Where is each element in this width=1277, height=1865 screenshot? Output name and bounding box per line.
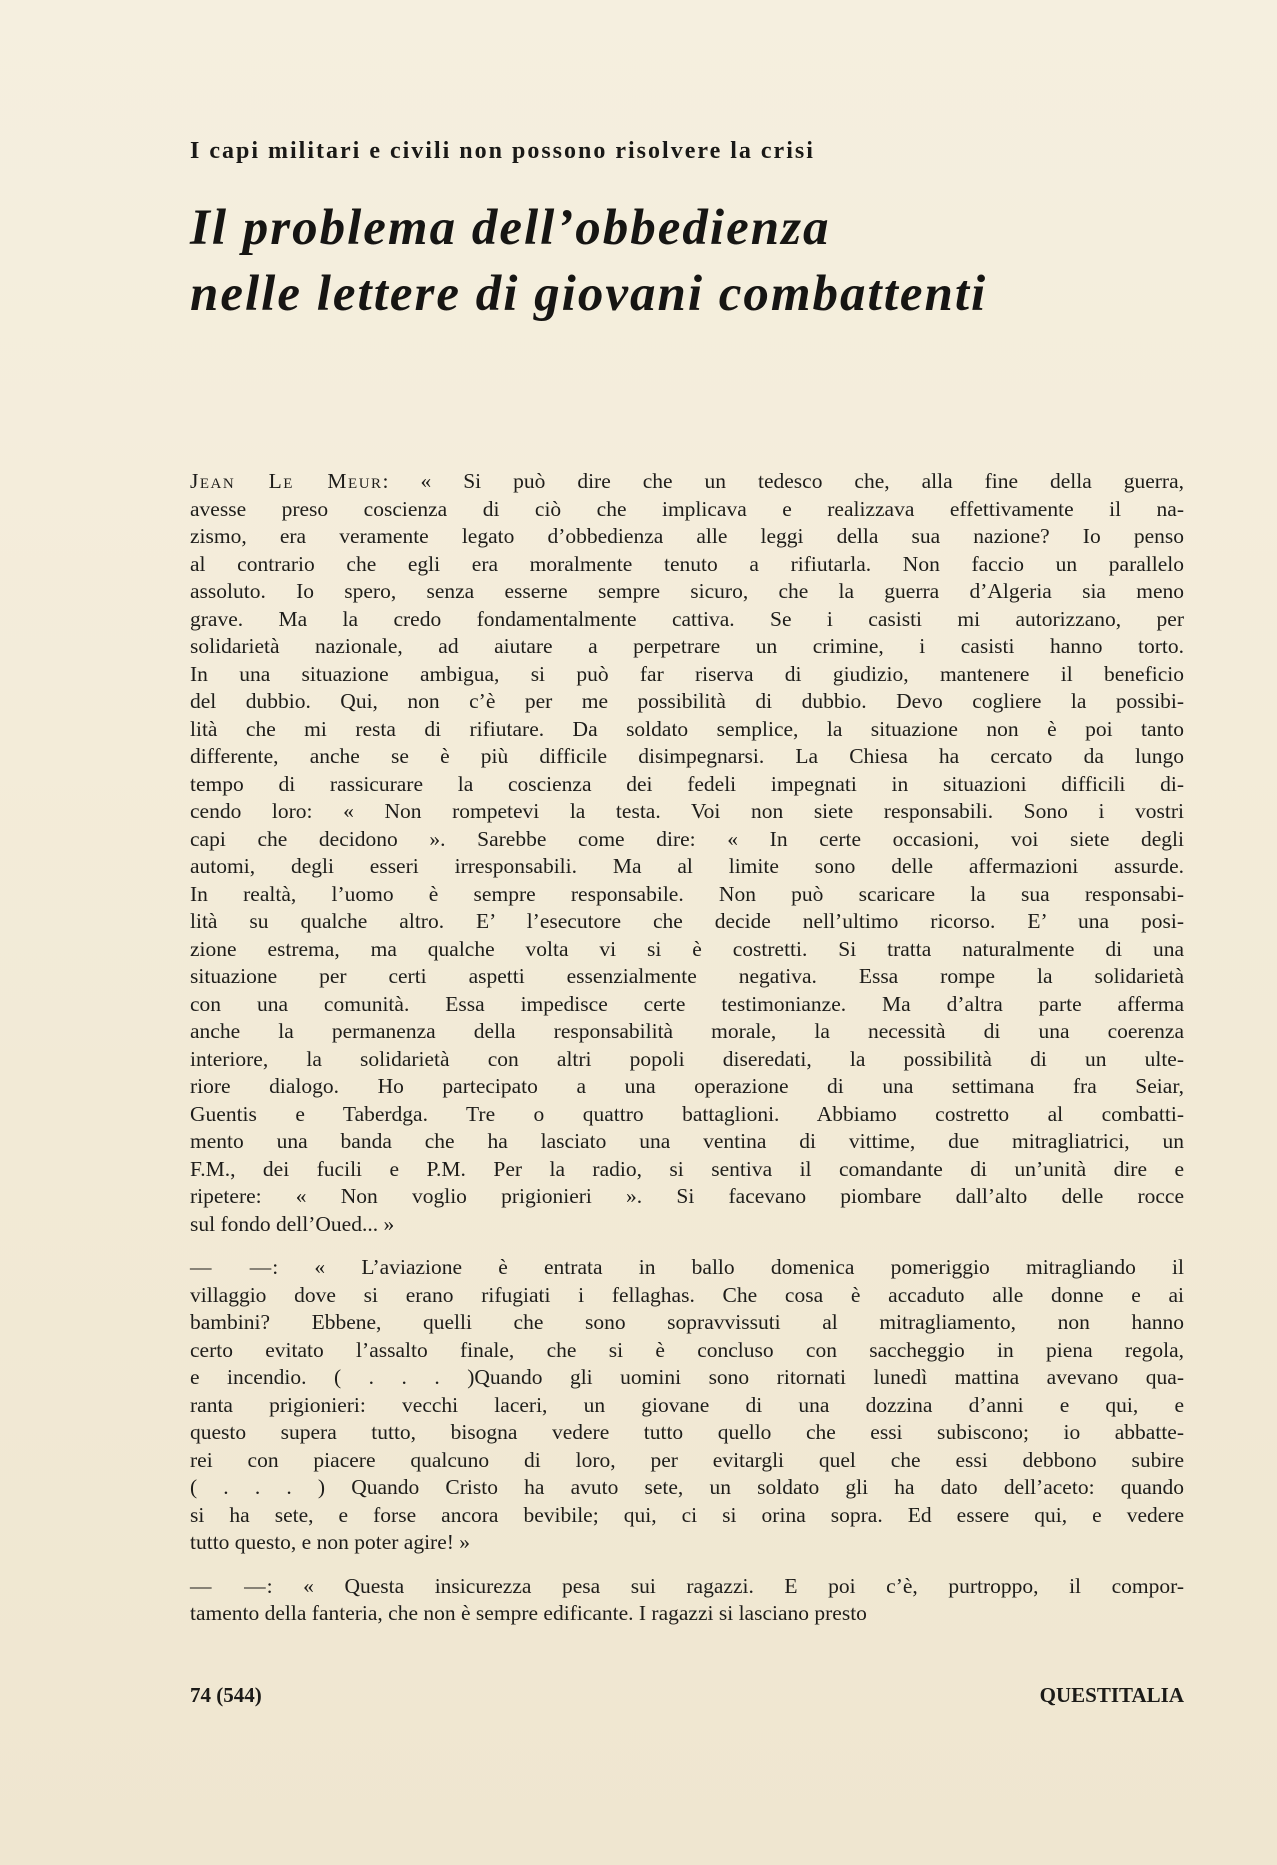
line-text: zismo, era veramente legato d’obbedienza alle leggi della sua nazione? Io penso [190,524,1184,548]
line-text: lità su qualche altro. E’ l’esecutore che decide nell’ultimo ricorso. E’ una posi- [190,909,1184,933]
text-line [190,908,1184,936]
line-text: zione estrema, ma qualche volta vi si è costretti. Si tratta naturalmente di una [190,936,1184,961]
line-text: In realtà, l’uomo è sempre responsabile. Non può scaricare la sua responsabi- [190,881,1184,906]
text-line [190,1018,1184,1046]
text-line [190,468,1184,496]
article-title [190,195,1190,327]
line-text: tutto questo, e non poter agire! » [190,1530,471,1554]
line-text: questo supera tutto, bisogna vedere tutto quello che essi subiscono; io abbatte- [190,1420,1184,1444]
line-text: : « Si può dire che un tedesco che, alla fine della guerra, [382,469,1184,493]
text-line [190,1529,1184,1557]
title-line-2: nelle lettere di giovani combattenti [190,266,988,322]
text-line [190,1128,1184,1156]
line-text: interiore, la solidarietà con altri popoli diseredati, la possibilità di un ulte- [190,1046,1184,1071]
line-text: bambini? Ebbene, quelli che sono sopravvissuti al mitragliamento, non hanno [190,1310,1184,1334]
text-line [190,523,1184,551]
line-text: F.M., dei fucili e P.M. Per la radio, si sentiva il comandante di un’unità dire e [190,1156,1184,1181]
line-text: mento una banda che ha lasciato una ventina di vittime, due mitragliatrici, un [190,1129,1184,1153]
publication-name: QUESTITALIA [1039,1683,1184,1707]
text-line [190,881,1184,909]
text-line [190,743,1184,771]
text-line [190,1474,1184,1502]
text-line [190,661,1184,689]
text-line [190,1211,1184,1239]
line-text: differente, anche se è più difficile disimpegnarsi. La Chiesa ha cercato da lungo [190,744,1184,768]
author-dash: — — [190,1573,267,1598]
line-text: cendo loro: « Non rompetevi la testa. Voi non siete responsabili. Sono i vostri [190,799,1184,823]
line-text: solidarietà nazionale, ad aiutare a perpetrare un crimine, i casisti hanno torto. [190,634,1184,658]
line-text: si ha sete, e forse ancora bevibile; qui, ci si orina sopra. Ed essere qui, e vedere [190,1502,1184,1527]
text-line [190,1502,1184,1530]
text-line [190,991,1184,1019]
line-text: riore dialogo. Ho partecipato a una operazione di una settimana fra Seiar, [190,1074,1184,1098]
line-text: In una situazione ambigua, si può far riserva di giudizio, mantenere il beneficio [190,661,1184,686]
line-text: villaggio dove si erano rifugiati i fellaghas. Che cosa è accaduto alle donne e ai [190,1282,1184,1307]
text-line [190,1573,1184,1601]
text-line [190,1183,1184,1211]
text-line [190,1282,1184,1310]
line-text: con una comunità. Essa impedisce certe testimonianze. Ma d’altra parte afferma [190,991,1184,1016]
text-line [190,496,1184,524]
paragraph [190,1254,1184,1557]
line-text: : « Questa insicurezza pesa sui ragazzi. E poi c’è, purtroppo, il compor- [266,1573,1184,1598]
line-text: ranta prigionieri: vecchi laceri, un giovane di una dozzina d’anni e qui, e [190,1392,1184,1417]
text-line [190,963,1184,991]
article-kicker: I capi militari e civili non possono risolvere la crisi [190,138,815,164]
paragraph [190,468,1184,1238]
text-line [190,1254,1184,1282]
page-number: 74 (544) [190,1683,262,1707]
line-text: situazione per certi aspetti essenzialmente negativa. Essa rompe la solidarietà [190,964,1184,988]
line-text: lità che mi resta di rifiutare. Da soldato semplice, la situazione non è poi tanto [190,716,1184,741]
line-text: avesse preso coscienza di ciò che implicava e realizzava effettivamente il na- [190,496,1184,521]
text-line [190,1156,1184,1184]
line-text: : « L’aviazione è entrata in ballo domenica pomeriggio mitragliando il [272,1255,1184,1279]
line-text: e incendio. ( . . . )Quando gli uomini sono ritornati lunedì mattina avevano qua- [190,1365,1184,1389]
line-text: certo evitato l’assalto finale, che si è concluso con saccheggio in piena regola, [190,1337,1184,1362]
text-line [190,633,1184,661]
text-line [190,936,1184,964]
text-line [190,716,1184,744]
line-text: capi che decidono ». Sarebbe come dire: « In certe occasioni, voi siete degli [190,826,1184,851]
text-line [190,1101,1184,1129]
line-text: ( . . . ) Quando Cristo ha avuto sete, un soldato gli ha dato dell’aceto: quando [190,1475,1184,1499]
text-line [190,1392,1184,1420]
title-line-1: Il problema dell’obbedienza [190,200,831,256]
article-body [190,468,1184,1628]
line-text: tempo di rassicurare la coscienza dei fedeli impegnati in situazioni difficili di- [190,771,1184,796]
text-line [190,606,1184,634]
text-line [190,1447,1184,1475]
line-text: Guentis e Taberdga. Tre o quattro battaglioni. Abbiamo costretto al combatti- [190,1101,1184,1126]
text-line [190,578,1184,606]
line-text: al contrario che egli era moralmente tenuto a rifiutarla. Non faccio un parallelo [190,551,1184,576]
text-line [190,1600,1184,1628]
text-line [190,853,1184,881]
line-text: automi, degli esseri irresponsabili. Ma al limite sono delle affermazioni assurde. [190,854,1184,878]
text-line [190,1073,1184,1101]
text-line [190,1337,1184,1365]
author-dash: — — [190,1255,273,1279]
paragraph [190,1573,1184,1628]
line-text: del dubbio. Qui, non c’è per me possibilità di dubbio. Devo cogliere la possibi- [190,689,1184,713]
line-text: assoluto. Io spero, senza esserne sempre sicuro, che la guerra d’Algeria sia meno [190,579,1184,603]
text-line [190,688,1184,716]
line-text: tamento della fanteria, che non è sempre edificante. I ragazzi si lasciano presto [190,1601,867,1625]
line-text: anche la permanenza della responsabilità morale, la necessità di una coerenza [190,1019,1184,1043]
line-text: ripetere: « Non voglio prigionieri ». Si facevano piombare dall’alto delle rocce [190,1184,1184,1208]
line-text: sul fondo dell’Oued... » [190,1211,395,1236]
text-line [190,771,1184,799]
text-line [190,798,1184,826]
line-text: grave. Ma la credo fondamentalmente cattiva. Se i casisti mi autorizzano, per [190,606,1184,631]
text-line [190,1419,1184,1447]
line-text: rei con piacere qualcuno di loro, per evitargli quel che essi debbono subire [190,1447,1184,1472]
text-line [190,1364,1184,1392]
text-line [190,826,1184,854]
text-line [190,1046,1184,1074]
text-line [190,551,1184,579]
text-line [190,1309,1184,1337]
author-name: Jean Le Meur [190,469,383,493]
